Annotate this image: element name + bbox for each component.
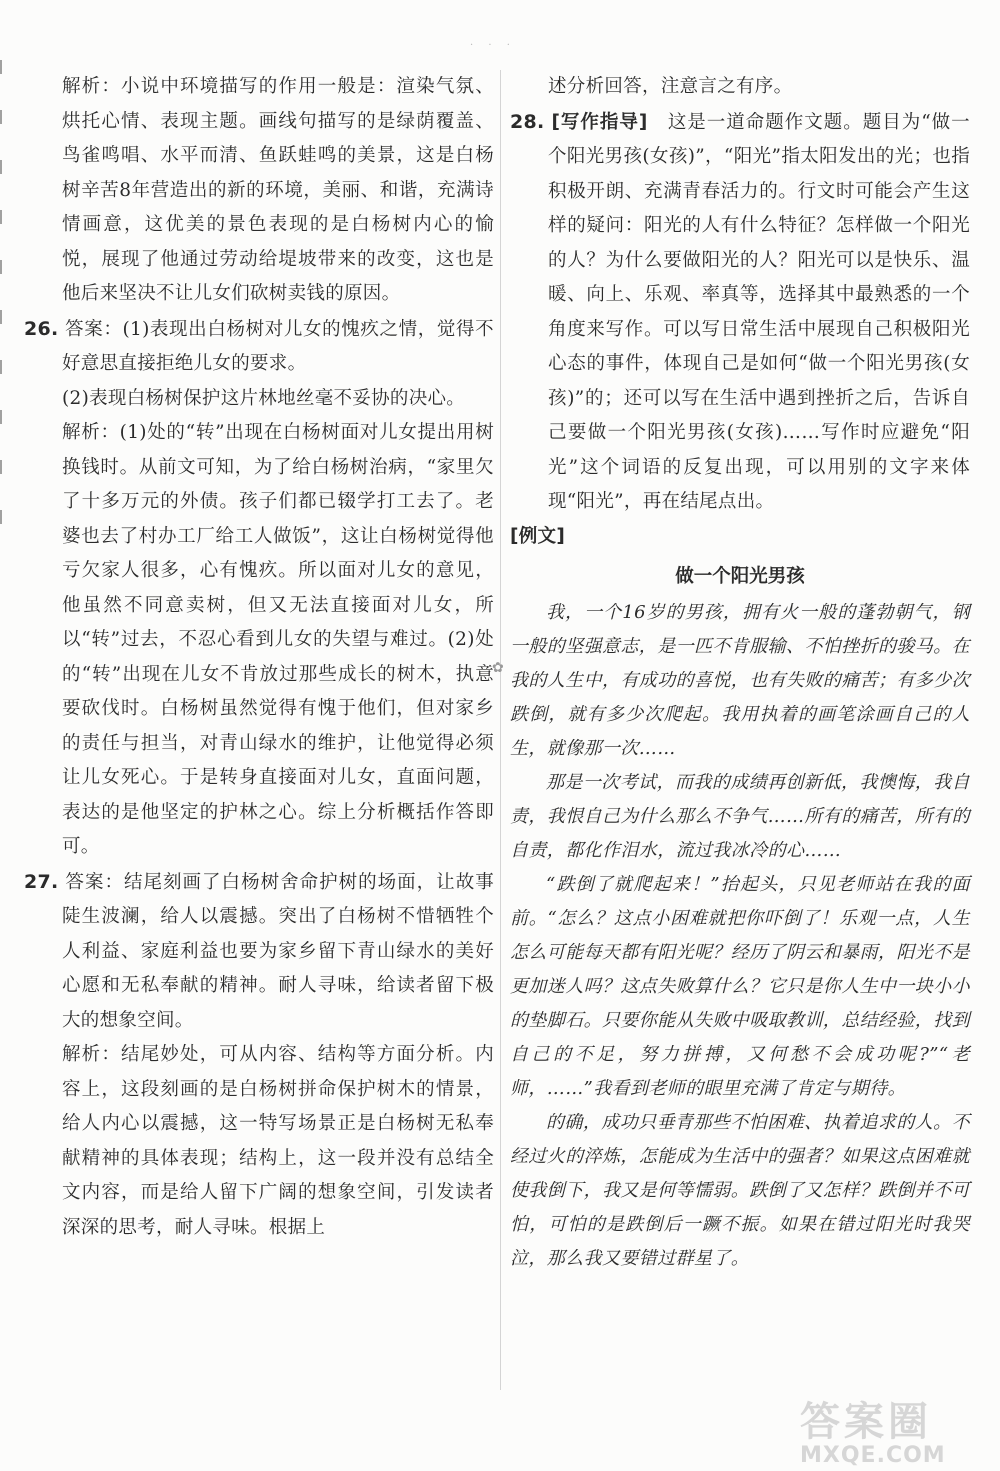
left-column [24,70,494,1245]
q28-guide [510,105,970,520]
essay-paragraph-4: 的确，成功只垂青那些不怕困难、执着追求的人。不经过火的淬炼，怎能成为生活中的强者？如果这点困难就使我倒下，我又是何等懦弱。跌倒了又怎样？跌倒并不可怕，可怕的是跌倒后一蹶不振。如果在错过阳光时我哭泣，那么我又要错过群星了。 [510,1112,970,1269]
site-watermark [800,1400,1000,1471]
binding-edge-marks [0,60,14,560]
essay-title: 做一个阳光男孩 [675,566,805,587]
divider-ornament: ✿ [492,660,504,676]
example-label: [例文] [510,525,566,547]
watermark-logo-text: 答案圈 [800,1399,932,1445]
q27-analysis: 解析：结尾妙处，可从内容、结构等方面分析。内容上，这段刻画的是白杨树拼命保护树木的情景，给人内心以震撼，这一特写场景正是白杨树无私奉献精神的具体表现；结构上，这一段并没有总结全文内容，而是给人留下广阔的想象空间，引发读者深深的思考，耐人寻味。根据上 [62,1044,494,1238]
q27-answer-text: 答案：结尾刻画了白杨树舍命护树的场面，让故事陡生波澜，给人以震撼。突出了白杨树不惜牺牲个人利益、家庭利益也要为家乡留下青山绿水的美好心愿和无私奉献的精神。耐人寻味，给读者留下极大的想象空间。 [62,871,495,1031]
q28-guide-text: 这是一道命题作文题。题目为“做一个阳光男孩(女孩)”，“阳光”指太阳发出的光；也指积极开朗、充满青春活力的。行文时可能会产生这样的疑问：阳光的人有什么特征？怎样做一个阳光的人？为什么要做阳光的人？阳光可以是快乐、温暖、向上、乐观、率真等，选择其中最熟悉的一个角度来写作。可以写日常生活中展现自己积极阳光心态的事件，体现自己是如何“做一个阳光男孩(女孩)”的；还可以写在生活中遇到挫折之后，告诉自己要做一个阳光男孩(女孩)……写作时应避免“阳光”这个词语的反复出现，可以用别的文字来体现“阳光”，再在结尾点出。 [548,111,970,512]
column-divider [500,70,501,1390]
q27-answer [24,865,494,1039]
q26-number: 26. [24,317,59,340]
q25-analysis: 解析：小说中环境描写的作用一般是：渲染气氛、烘托心情、表现主题。画线句描写的是绿荫覆盖、鸟雀鸣唱、水平而清、鱼跃蛙鸣的美景，这是白杨树辛苦8年营造出的新的环境，美丽、和谐，充满诗情画意，这优美的景色表现的是白杨树内心的愉悦，展现了他通过劳动给堤坡带来的改变，这也是他后来坚决不让儿女们砍树卖钱的原因。 [62,76,494,304]
watermark-url: MXQE.COM [800,1443,946,1468]
q27-analysis-continued: 述分析回答，注意言之有序。 [548,76,793,97]
q28-number: 28. [510,110,545,133]
right-column [510,70,970,1276]
q26-answer-2: (2)表现白杨树保护这片林地丝毫不妥协的决心。 [62,387,466,409]
q26-answer-1 [24,312,494,382]
essay-paragraph-3: “跌倒了就爬起来！”抬起头，只见老师站在我的面前。“怎么？这点小困难就把你吓倒了！乐观一点，人生怎么可能每天都有阳光呢？经历了阴云和暴雨，阳光不是更加迷人吗？这点失败算什么？它只是你人生中一块小小的垫脚石。只要你能从失败中吸取教训，总结经验，找到自己的不足，努力拼搏，又何愁不会成功呢?”“老师，……”我看到老师的眼里充满了肯定与期待。 [510,874,970,1099]
essay-paragraph-2: 那是一次考试，而我的成绩再创新低，我懊悔，我自责，我恨自己为什么那么不争气……所有的痛苦，所有的自责，都化作泪水，流过我冰冷的心…… [510,772,970,861]
q26-answer-1-text: 答案：(1)表现出白杨树对儿女的愧疚之情，觉得不好意思直接拒绝儿女的要求。 [62,318,494,374]
top-decoration: · · · [470,40,516,51]
q28-guide-heading: [写作指导] [551,111,648,133]
q26-analysis: 解析：(1)处的“转”出现在白杨树面对儿女提出用树换钱时。从前文可知，为了给白杨树治病，“家里欠了十多万元的外债。孩子们都已辍学打工去了。老婆也去了村办工厂给工人做饭”，这让白杨树觉得他亏欠家人很多，心有愧疚。所以面对儿女的意见，他虽然不同意卖树，但又无法直接面对儿女，所以“转”过去，不忍心看到儿女的失望与难过。(2)处的“转”出现在儿女不肯放过那些成长的树木，执意要砍伐时。白杨树虽然觉得有愧于他们，但对家乡的责任与担当，对青山绿水的维护，让他觉得必须让儿女死心。于是转身直接面对儿女，直面问题，表达的是他坚定的护林之心。综上分析概括作答即可。 [62,422,494,857]
q27-number: 27. [24,870,59,893]
essay-paragraph-1: 我，一个16岁的男孩，拥有火一般的蓬勃朝气，钢一般的坚强意志，是一匹不肯服输、不怕挫折的骏马。在我的人生中，有成功的喜悦，也有失败的痛苦；有多少次跌倒，就有多少次爬起。我用执着的画笔涂画自己的人生，就像那一次…… [510,602,970,759]
